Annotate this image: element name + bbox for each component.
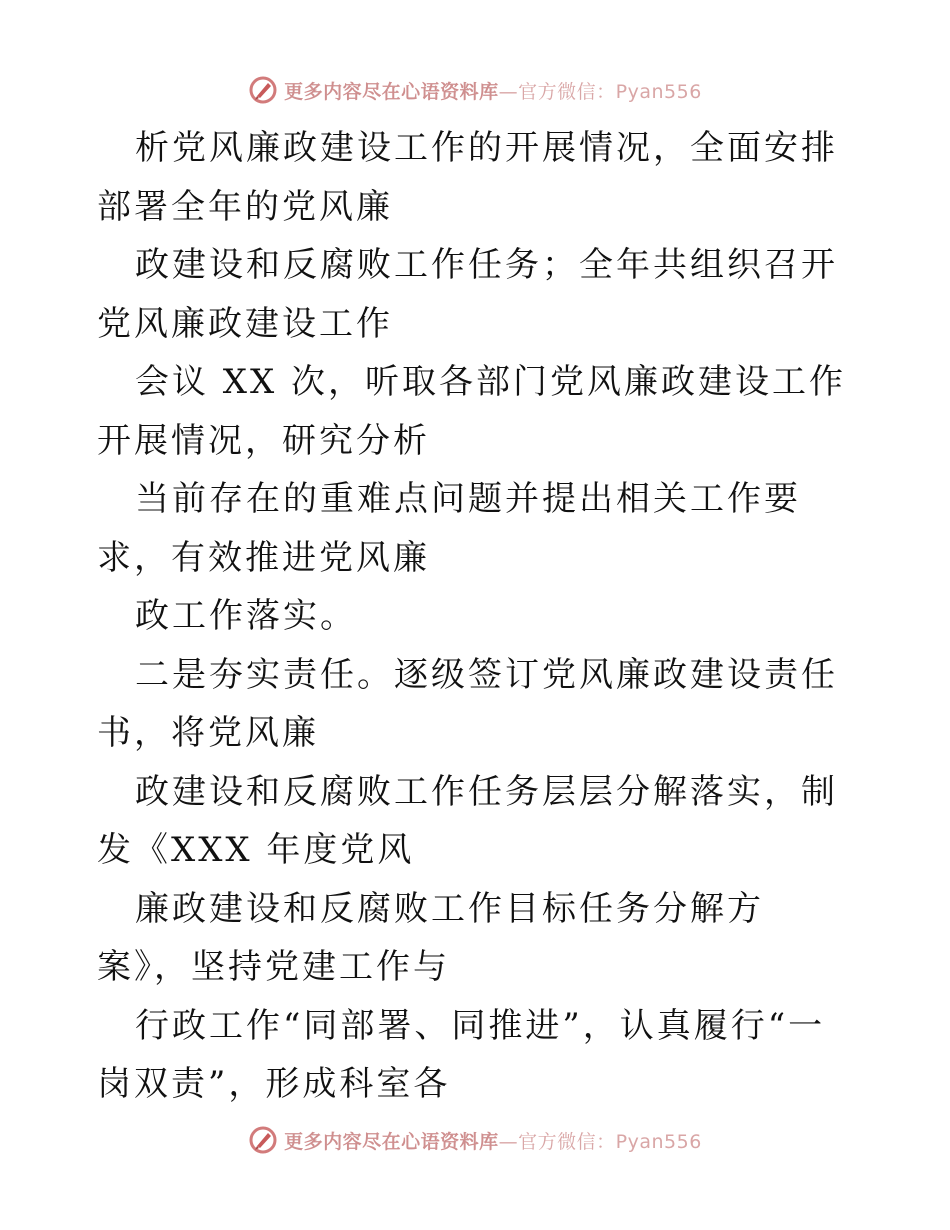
paragraph: 当前存在的重难点问题并提出相关工作要求，有效推进党风廉 — [97, 479, 801, 578]
paragraph: 廉政建设和反腐败工作目标任务分解方案》，坚持党建工作与 — [97, 888, 764, 987]
watermark-contact: 官方微信：Pyan556 — [518, 1130, 702, 1153]
paragraph: 行政工作“同部署、同推进”，认真履行“一岗双责”，形成科室各 — [97, 1005, 826, 1104]
paragraph: 二是夯实责任。逐级签订党风廉政建设责任书，将党风廉 — [97, 654, 838, 753]
footer-watermark — [0, 1120, 950, 1160]
watermark-contact: 官方微信：Pyan556 — [518, 80, 702, 103]
watermark-brand: 更多内容尽在心语资料库 — [284, 80, 499, 103]
watermark-brand: 更多内容尽在心语资料库 — [284, 1130, 499, 1153]
paragraph: 析党风廉政建设工作的开展情况，全面安排部署全年的党风廉 — [97, 128, 838, 227]
pen-logo-icon — [248, 1125, 278, 1155]
paragraph: 会议 XX 次，听取各部门党风廉政建设工作开展情况，研究分析 — [97, 362, 847, 461]
paragraph: 政建设和反腐败工作任务层层分解落实，制发《XXX 年度党风 — [97, 771, 838, 870]
paragraph: 政建设和反腐败工作任务；全年共组织召开党风廉政建设工作 — [97, 245, 838, 344]
header-watermark — [0, 70, 950, 110]
watermark-separator: — — [498, 80, 519, 103]
watermark-separator: — — [498, 1130, 519, 1153]
pen-logo-icon — [248, 75, 278, 105]
watermark-text — [284, 1127, 702, 1154]
paragraph: 政工作落实。 — [135, 596, 357, 636]
watermark-text — [284, 77, 702, 104]
document-body — [97, 119, 857, 1114]
